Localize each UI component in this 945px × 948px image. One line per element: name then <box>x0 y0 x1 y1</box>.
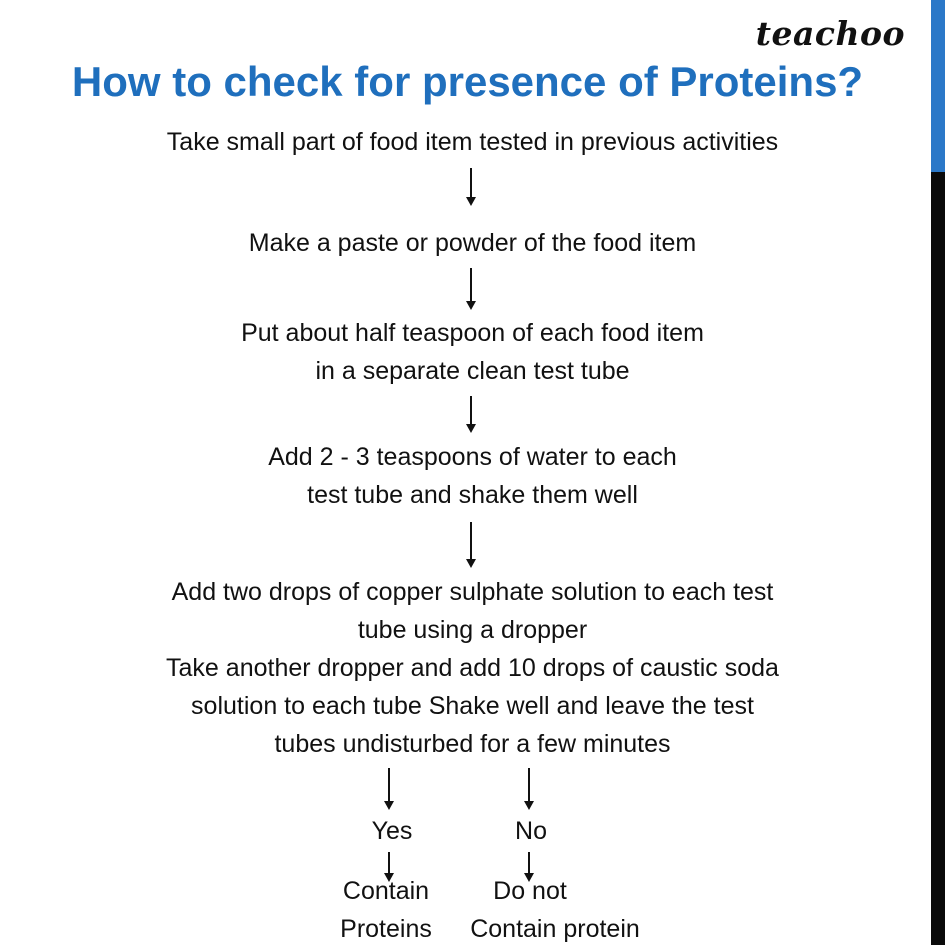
step-5 <box>20 573 925 763</box>
arrow-3 <box>470 396 472 431</box>
result-yes-line-2: Proteins <box>340 915 432 943</box>
step-3 <box>20 314 925 390</box>
arrow-2 <box>470 268 472 308</box>
arrow-yes <box>388 768 390 808</box>
arrow-4 <box>470 522 472 566</box>
branch-no-label: No <box>515 817 547 845</box>
step-5-line-4: solution to each tube Shake well and leave the test <box>191 692 754 720</box>
step-4-line-2: test tube and shake them well <box>307 481 638 509</box>
result-no <box>450 872 660 948</box>
result-no-line-2: Contain protein <box>470 915 640 943</box>
step-4-line-1: Add 2 - 3 teaspoons of water to each <box>268 443 677 471</box>
step-5-line-5: tubes undisturbed for a few minutes <box>274 730 671 758</box>
page-title: How to check for presence of Proteins? <box>71 58 864 105</box>
brand-logo: teachoo <box>755 14 905 53</box>
step-4 <box>20 438 925 514</box>
arrow-no <box>528 768 530 808</box>
step-5-line-3: Take another dropper and add 10 drops of caustic soda <box>166 654 779 682</box>
branch-yes-label: Yes <box>371 817 413 845</box>
step-2 <box>20 224 925 262</box>
step-3-line-2: in a separate clean test tube <box>315 357 630 385</box>
step-5-line-2: tube using a dropper <box>357 616 588 644</box>
result-yes-line-1: Contain <box>342 877 430 905</box>
step-5-line-1: Add two drops of copper sulphate solution to each test <box>171 578 774 606</box>
step-2-line-1: Make a paste or powder of the food item <box>248 229 697 257</box>
result-no-line-1: Do not <box>493 877 567 905</box>
result-yes <box>316 872 456 948</box>
step-3-line-1: Put about half teaspoon of each food item <box>241 319 704 347</box>
arrow-1 <box>470 168 472 204</box>
step-1 <box>20 123 925 161</box>
step-1-line-1: Take small part of food item tested in previous activities <box>166 128 779 156</box>
